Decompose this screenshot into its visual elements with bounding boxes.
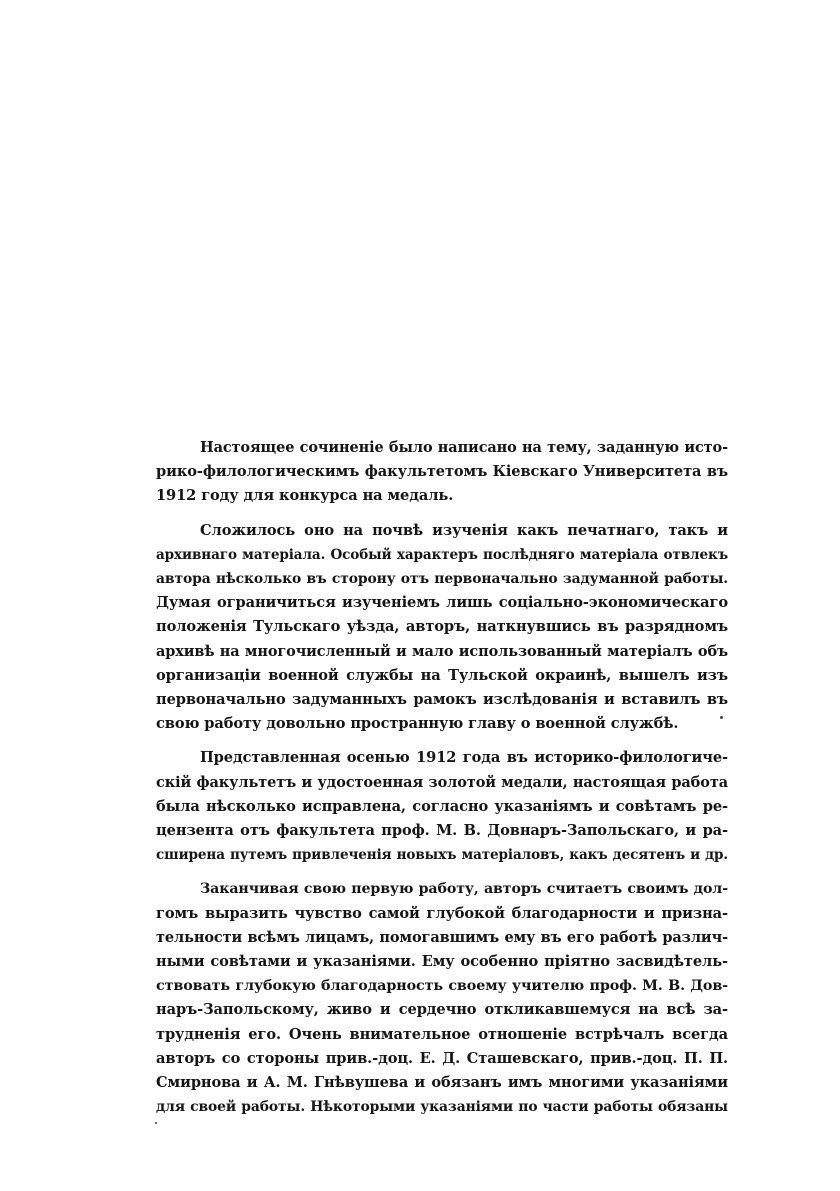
text-line: скій факультетъ и удостоенная золотой медали, настоящая работа	[156, 773, 728, 791]
scan-speck	[155, 1122, 157, 1124]
text-line: была нѣсколько исправлена, согласно указаніямъ и совѣтамъ ре-	[156, 797, 728, 815]
text-line: сширена путемъ привлеченія новыхъ матеріаловъ, какъ десятенъ и др.	[156, 847, 728, 864]
paragraph-4	[156, 877, 728, 1119]
paragraph-2	[156, 519, 728, 737]
text-line: для своей работы. Нѣкоторыми указаніями по части работы обязаны	[156, 1099, 728, 1116]
paragraph-1	[156, 436, 728, 509]
text-line: Смирнова и А. М. Гнѣвушева и обязанъ имъ многими указаніями	[156, 1074, 728, 1092]
text-line: рико-филологическимъ факультетомъ Кіевскаго Университета въ	[156, 463, 728, 481]
text-line: положенія Тульскаго уѣзда, авторъ, наткнувшись въ разрядномъ	[156, 618, 728, 636]
text-line: цензента отъ факультета проф. М. В. Довнаръ-Запольскаго, и ра-	[156, 822, 728, 840]
scan-speck	[720, 716, 723, 719]
text-line: наръ-Запольскому, живо и сердечно откликавшемуся на всѣ за-	[156, 1001, 728, 1019]
text-line: Настоящее сочиненіе было написано на тему, заданную исто-	[200, 439, 728, 456]
text-line: ствовать глубокую благодарность своему учителю проф. М. В. Дов-	[156, 978, 728, 995]
text-line: авторъ со стороны прив.-доц. Е. Д. Сташевскаго, прив.-доц. П. П.	[156, 1049, 728, 1067]
text-line: свою работу довольно пространную главу о военной службѣ.	[156, 715, 679, 733]
text-line: Думая ограничиться изученіемъ лишь соціально-экономическаго	[156, 594, 728, 612]
text-line: архивнаго матеріала. Особый характеръ послѣдняго матеріала отвлекъ	[156, 546, 728, 563]
text-line: Представленная осенью 1912 года въ историко-филологиче-	[200, 749, 728, 767]
text-line: организаціи военной службы на Тульской окраинѣ, вышелъ изъ	[156, 666, 728, 684]
body-text	[156, 436, 728, 1129]
text-line: трудненія его. Очень внимательное отношеніе встрѣчалъ всегда	[156, 1025, 728, 1043]
text-line: гомъ выразить чувство самой глубокой благодарности и призна-	[156, 904, 728, 922]
text-line: 1912 году для конкурса на медаль.	[156, 487, 454, 505]
text-line: первоначально задуманныхъ рамокъ изслѣдованія и вставилъ въ	[156, 691, 728, 709]
paragraph-3	[156, 746, 728, 867]
text-line: Заканчивая свою первую работу, авторъ считаетъ своимъ дол-	[200, 881, 728, 898]
text-line: тельности всѣмъ лицамъ, помогавшимъ ему въ его работѣ различ-	[156, 928, 728, 946]
text-line: Сложилось оно на почвѣ изученія какъ печатнаго, такъ и	[200, 521, 728, 539]
text-line: архивѣ на многочисленный и мало использованный матеріалъ объ	[156, 642, 728, 660]
text-line: автора нѣсколько въ сторону отъ первоначально задуманной работы.	[156, 571, 728, 588]
text-line: ными совѣтами и указаніями. Ему особенно пріятно засвидѣтель-	[156, 953, 728, 971]
